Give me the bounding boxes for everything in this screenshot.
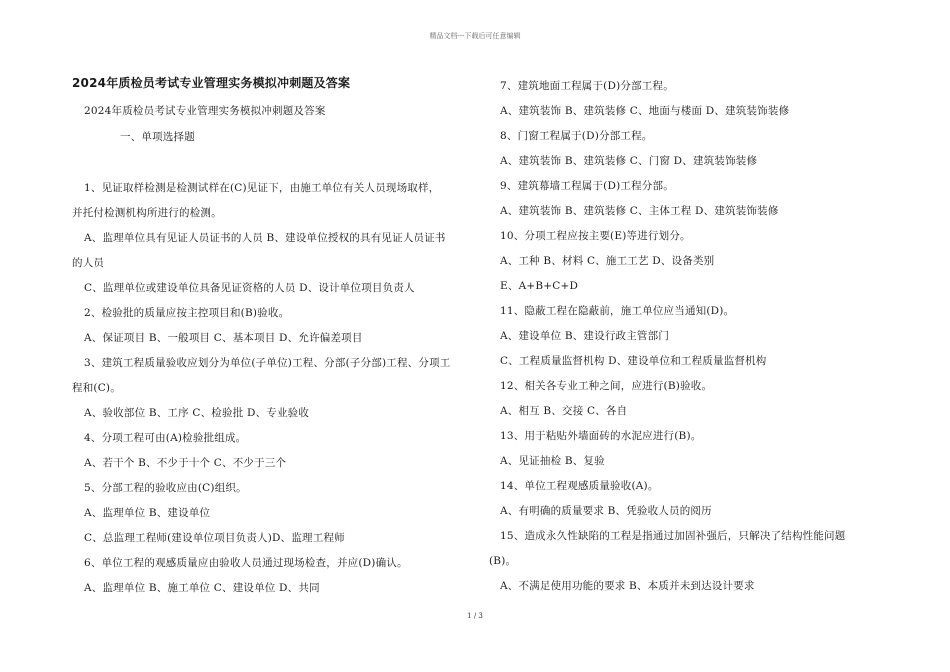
question-line: 14、单位工程观感质量验收(A)。 — [500, 480, 659, 492]
question-line: 1、见证取样检测是检测试样在(C)见证下，由施工单位有关人员现场取样， — [84, 182, 440, 194]
question-line: 2、检验批的质量应按主控项目和(B)验收。 — [84, 307, 290, 319]
question-line: 5、分部工程的验收应由(C)组织。 — [84, 482, 247, 494]
option-line: A、建筑装饰 B、建筑装修 C、地面与楼面 D、建筑装饰装修 — [500, 105, 790, 117]
question-line: 7、建筑地面工程属于(D)分部工程。 — [500, 80, 674, 92]
question-line: 10、分项工程应按主要(E)等进行划分。 — [500, 230, 691, 242]
option-line: 的人员 — [72, 257, 105, 269]
option-line: E、A+B+C+D — [500, 280, 579, 292]
document-subtitle: 2024年质检员考试专业管理实务模拟冲刺题及答案 — [84, 105, 326, 117]
document-title: 2024年质检员考试专业管理实务模拟冲刺题及答案 — [72, 76, 351, 90]
question-line: 11、隐蔽工程在隐蔽前，施工单位应当通知(D)。 — [500, 305, 735, 317]
option-line: A、不满足使用功能的要求 B、本质并未到达设计要求 — [500, 580, 755, 592]
page-number: 1 / 3 — [467, 612, 483, 620]
option-line: A、若干个 B、不少于十个 C、不少于三个 — [84, 457, 287, 469]
question-line: 并托付检测机构所进行的检测。 — [72, 207, 222, 219]
page-header: 精品文档---下载后可任意编辑 — [429, 32, 521, 40]
option-line: A、工种 B、材料 C、施工工艺 D、设备类别 — [500, 255, 715, 267]
question-line: 8、门窗工程属于(D)分部工程。 — [500, 130, 653, 142]
option-line: C、总监理工程师(建设单位项目负责人)D、监理工程师 — [84, 532, 345, 544]
option-line: C、监理单位或建设单位具备见证资格的人员 D、设计单位项目负责人 — [84, 282, 415, 294]
section-heading: 一、单项选择题 — [120, 131, 195, 143]
question-line: 9、建筑幕墙工程属于(D)工程分部。 — [500, 180, 674, 192]
option-line: A、建设单位 B、建设行政主管部门 — [500, 330, 670, 342]
option-line: A、监理单位具有见证人员证书的人员 B、建设单位授权的具有见证人员证书 — [84, 232, 446, 244]
option-line: A、监理单位 B、建设单位 — [84, 507, 211, 519]
option-line: A、相互 B、交接 C、各自 — [500, 405, 628, 417]
option-line: A、建筑装饰 B、建筑装修 C、门窗 D、建筑装饰装修 — [500, 155, 758, 167]
option-line: C、工程质量监督机构 D、建设单位和工程质量监督机构 — [500, 355, 767, 367]
option-line: A、建筑装饰 B、建筑装修 C、主体工程 D、建筑装饰装修 — [500, 205, 779, 217]
question-line: 12、相关各专业工种之间，应进行(B)验收。 — [500, 380, 713, 392]
option-line: A、保证项目 B、一般项目 C、基本项目 D、允许偏差项目 — [84, 332, 363, 344]
question-line: 4、分项工程可由(A)检验批组成。 — [84, 432, 247, 444]
question-line: 6、单位工程的观感质量应由验收人员通过现场检查，并应(D)确认。 — [84, 557, 408, 569]
question-line: 15、造成永久性缺陷的工程是指通过加固补强后，只解决了结构性能问题 — [500, 530, 846, 542]
question-line: (B)。 — [489, 555, 517, 567]
question-line: 13、用于粘贴外墙面砖的水泥应进行(B)。 — [500, 430, 702, 442]
option-line: A、有明确的质量要求 B、凭验收人员的阅历 — [500, 505, 712, 517]
option-line: A、见证抽检 B、复验 — [500, 455, 605, 467]
option-line: A、验收部位 B、工序 C、检验批 D、专业验收 — [84, 407, 310, 419]
question-line: 3、建筑工程质量验收应划分为单位(子单位)工程、分部(子分部)工程、分项工 — [84, 357, 451, 369]
option-line: A、监理单位 B、施工单位 C、建设单位 D、共同 — [84, 582, 320, 594]
question-line: 程和(C)。 — [72, 382, 121, 394]
